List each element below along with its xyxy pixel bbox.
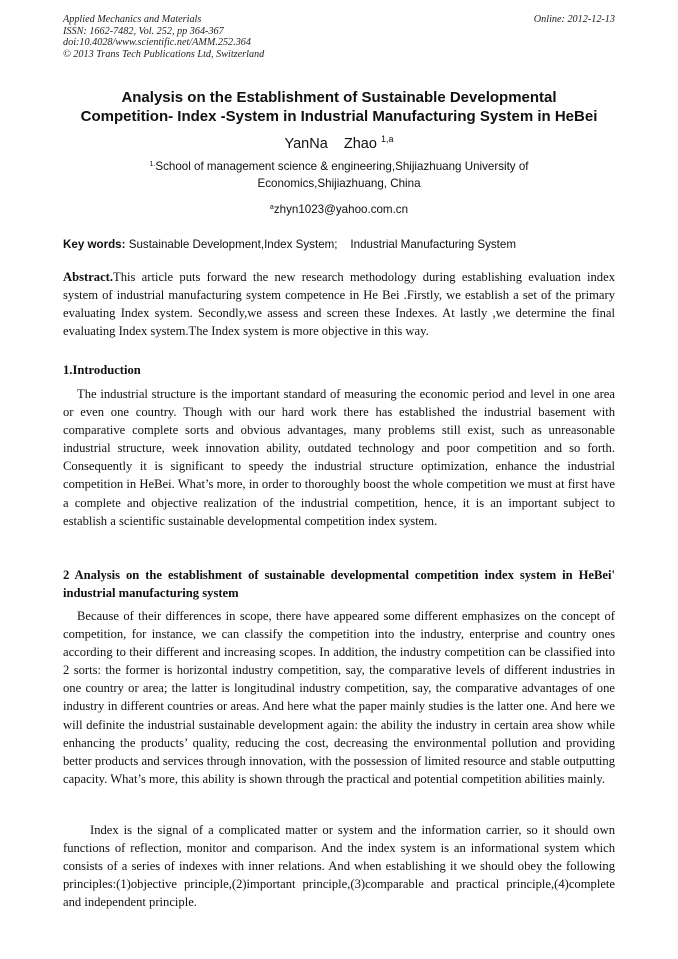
author-superscript: 1,a <box>380 134 394 144</box>
section-2-paragraph-2: Index is the signal of a complicated matter or system and the information carrier, so it should own functions of reflection, monitor and comparison. And the index system is an informational system which consists of a series of indexes with inner relations. And when establishing it we should obey the following principles:(1)objective principle,(2)important principle,(3)comparable and practical principle,(4)complete and independent principle. <box>63 823 615 910</box>
abstract-text: This article puts forward the new research methodology during establishing evaluation index system of industrial manufacturing system competence in He Bei .Firstly, we establish a set of the primary evaluating Index system. Secondly,we assess and screen these Indexes. At lastly ,we determine the final evaluating Index system.The Index system is more objective in this way. <box>63 270 615 339</box>
copyright-line: © 2013 Trans Tech Publications Ltd, Switzerland <box>63 48 265 60</box>
journal-name: Applied Mechanics and Materials <box>63 14 202 25</box>
abstract-label: Abstract. <box>63 270 114 284</box>
issn-line: ISSN: 1662-7482, Vol. 252, pp 364-367 <box>63 25 224 37</box>
affiliation-superscript: 1. <box>149 161 156 168</box>
author-email <box>40 200 638 217</box>
email-superscript: a <box>269 204 274 211</box>
section-1-heading: 1.Introduction <box>63 363 141 377</box>
online-date: Online: 2012-12-13 <box>533 14 615 25</box>
title-line-1: Analysis on the Establishment of Sustainable Developmental <box>121 89 557 106</box>
author-line <box>40 130 638 153</box>
paper-title <box>40 88 638 126</box>
affiliation-line-1: School of management science & engineering,Shijiazhuang University of <box>155 160 529 173</box>
author-names: YanNa Zhao <box>284 136 377 152</box>
abstract <box>63 268 615 340</box>
keywords <box>63 237 623 253</box>
section-1-paragraph: The industrial structure is the important standard of measuring the economic period and level in one area or even one country. Though with our hard work there has established the industrial basement with comparative complete sorts and obvious advantages, many problems still exist, such as unreasonable industrial structure, week innovation ability, outdated technology and poor competition and so forth. Consequently it is significant to speedy the industrial structure optimization, enhance the industrial competition in HeBei. What’s more, in order to thoroughly boost the whole competition we must at first have a complete and objective realization of the industrial competition, hence, it is an important subject to establish a scientific sustainable developmental competition index system. <box>63 387 615 528</box>
doi-line: doi:10.4028/www.scientific.net/AMM.252.364 <box>63 37 251 49</box>
title-line-2: Competition- Index -System in Industrial Manufacturing System in HeBei <box>80 108 598 125</box>
affiliation <box>90 157 588 192</box>
section-2-heading: 2 Analysis on the establishment of sustainable developmental competition index system in HeBei' industrial manufacturing system <box>63 568 615 601</box>
keywords-label: Key words: <box>63 238 126 251</box>
affiliation-line-2: Economics,Shijiazhuang, China <box>257 176 421 190</box>
email-address: zhyn1023@yahoo.com.cn <box>273 203 409 216</box>
journal-header <box>63 14 615 60</box>
keywords-text: Sustainable Development,Index System; Industrial Manufacturing System <box>125 238 517 251</box>
section-2-paragraph-1: Because of their differences in scope, there have appeared some different emphasizes on the concept of competition, for instance, we can classify the competition into the industry, enterprise and country ones according to their different and increasing scopes. In addition, the industry competition can be classified into 2 sorts: the former is horizontal industry competition, say, the comparative levels of different industries in one country or area; the latter is longitudinal industry competition, say, the comparative advantages of one industry in different countries or areas. And here what the paper mainly studies is the latter one. And here we will definite the industrial sustainable development again: the ability the industry in certain area show while enhancing the products’ quality, reducing the cost, decreasing the environmental pollution and providing better products and services through innovation, with the possession of limited resource and stable outputting capacity. What’s more, this ability is shown through the practical and potential competition abilities mainly. <box>63 609 615 786</box>
